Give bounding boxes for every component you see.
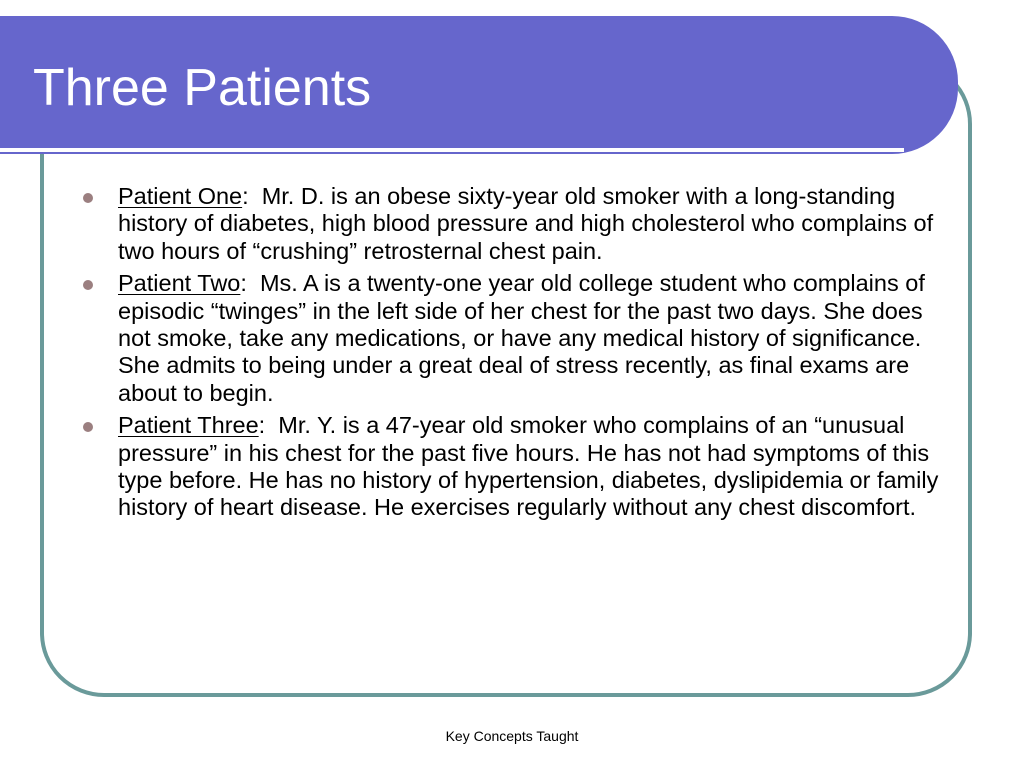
bullet-item-patient-three [80,412,942,522]
patient-one-description: Mr. D. is an obese sixty-year old smoker with a long-standing history of diabetes, high blood pressure and high cholesterol who complains of two hours of “crushing” retrosternal chest pain. [118,183,934,264]
slide-footer: Key Concepts Taught [445,728,579,744]
bullet-item-patient-two [80,270,942,407]
patient-two-description: Ms. A is a twenty-one year old college student who complains of episodic “twinges” in the left side of her chest for the past two days. She does not smoke, take any medications, or have any medical history of significance. She admits to being under a great deal of stress recently, as final exams are about to begin. [118,270,925,406]
patient-two-separator: : [240,270,260,297]
bullet-dot-icon [83,422,93,432]
bullet-list [80,183,942,527]
patient-three-label: Patient Three [118,412,259,439]
patient-two-label: Patient Two [118,270,241,297]
patient-one-label: Patient One [118,183,243,209]
patient-three-description: Mr. Y. is a 47-year old smoker who complains of an “unusual pressure” in his chest for the past five hours. He has not had symptoms of this type before. He has no history of hypertension, diabetes, dyslipidemia or family history of heart disease. He exercises regularly without any chest discomfort. [118,412,939,521]
bullet-dot-icon [83,280,93,290]
bullet-dot-icon [83,193,93,203]
bullet-item-patient-one [80,183,942,265]
title-bar [0,16,958,154]
patient-one-separator: : [242,183,262,209]
patient-three-separator: : [258,412,279,439]
title-underline [0,148,904,152]
slide-title: Three Patients [33,59,372,117]
